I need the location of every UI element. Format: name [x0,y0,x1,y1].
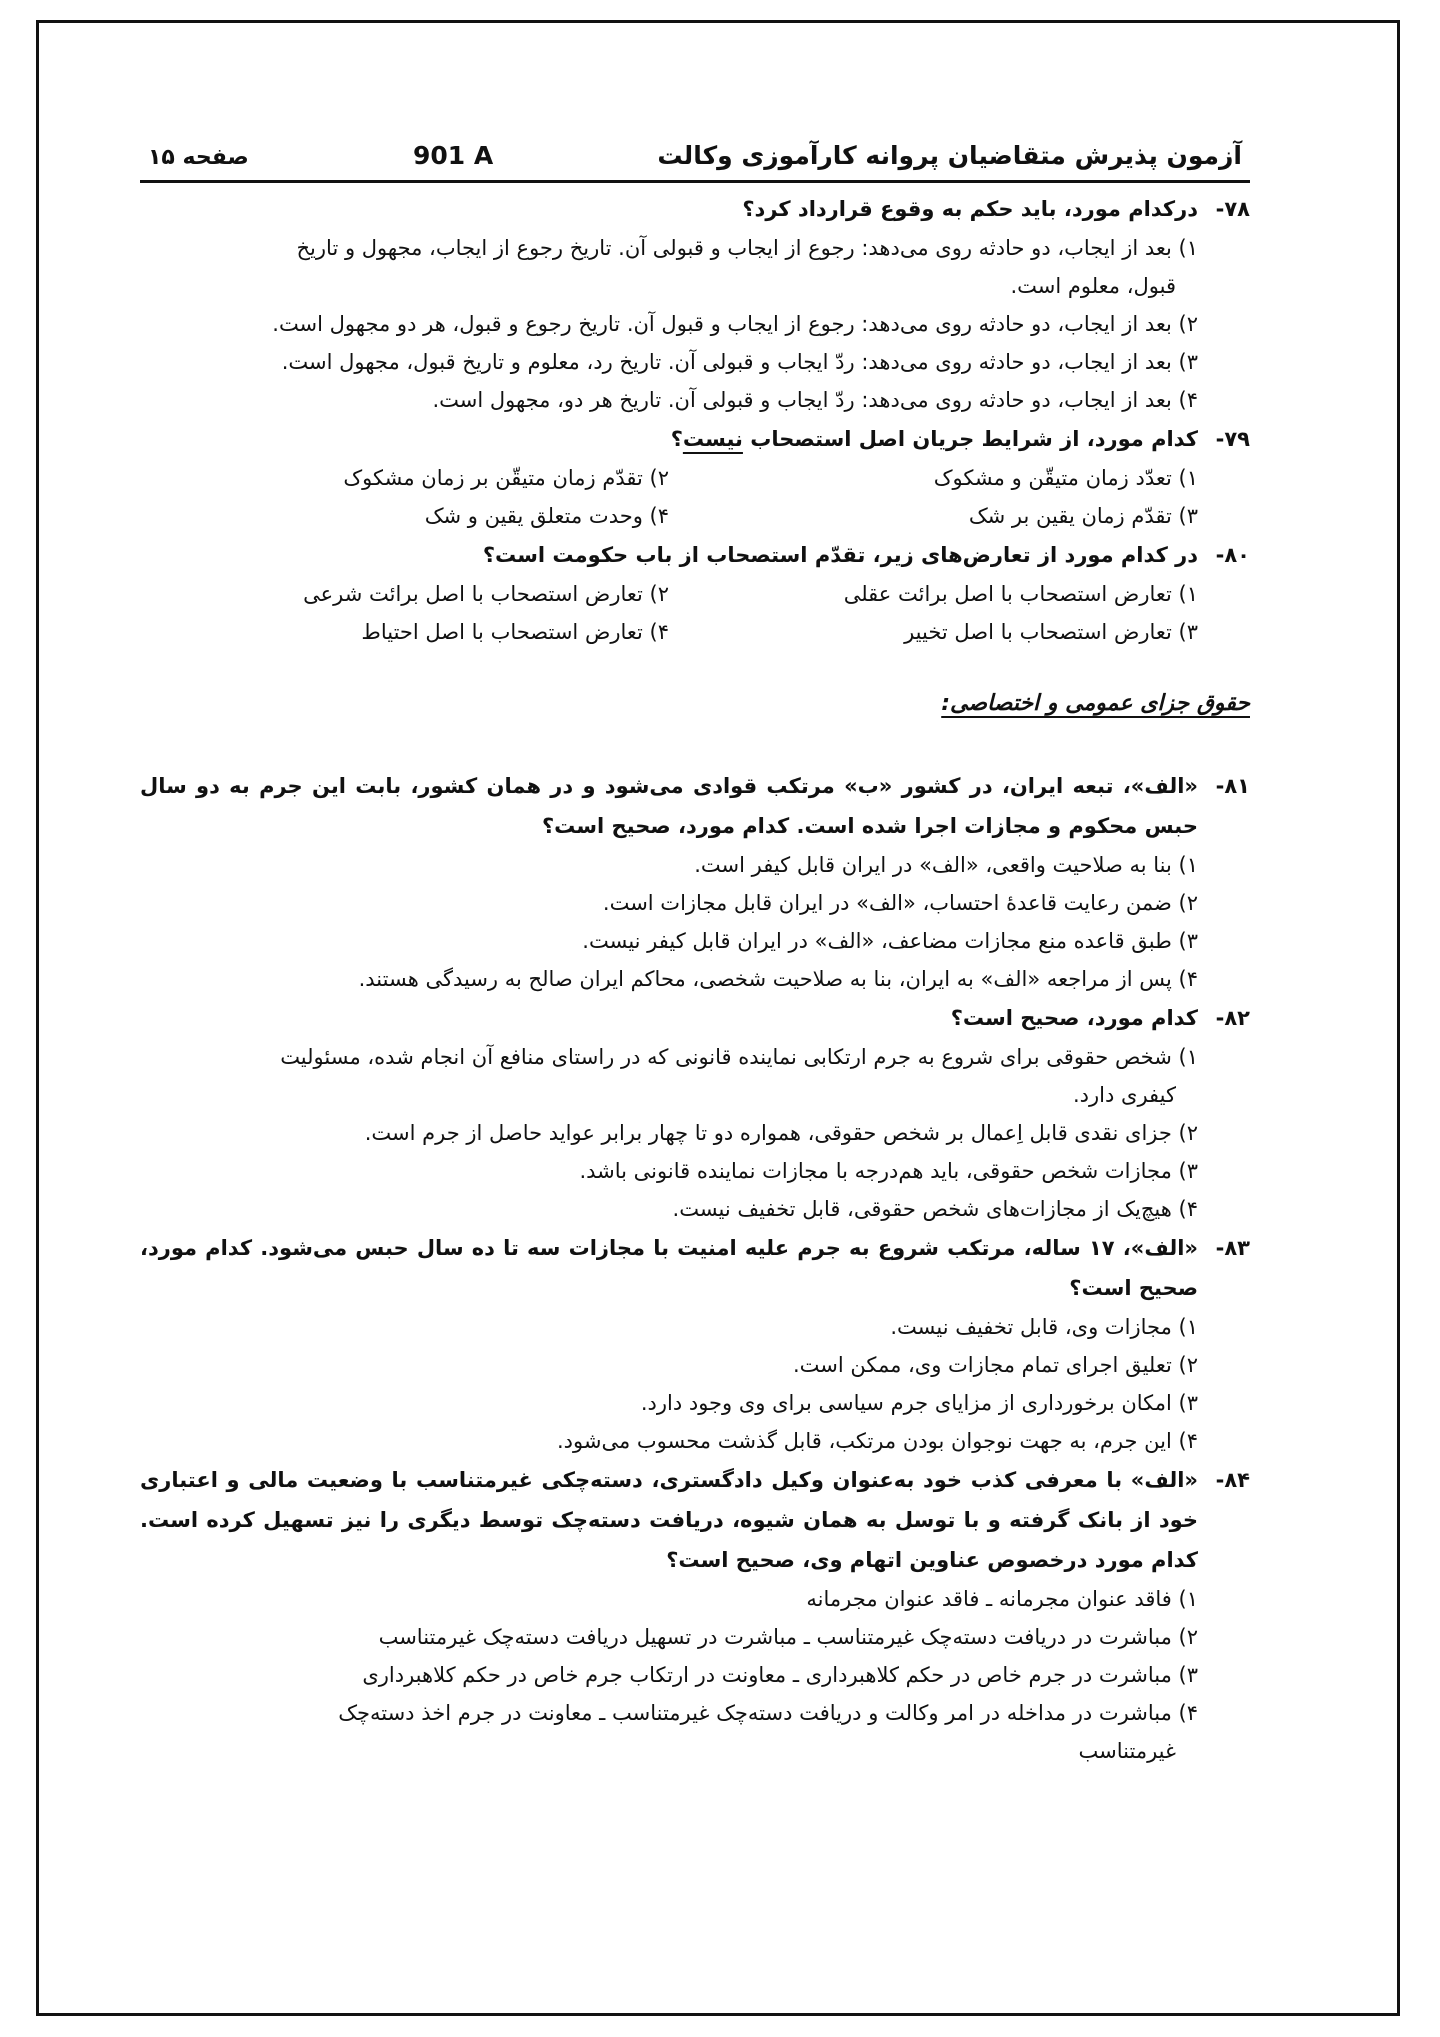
option-1[interactable]: ۱) بنا به صلاحیت واقعی، «الف» در ایران قابل کیفر است. [694,853,1198,877]
option-1[interactable]: ۱) تعدّد زمان متیقّن و مشکوک [933,466,1198,490]
page-content [140,130,1250,1770]
question-84 [140,1460,1250,1770]
option-1[interactable]: ۱) فاقد عنوان مجرمانه ـ فاقد عنوان مجرمانه [806,1587,1198,1611]
question-82 [140,998,1250,1228]
section-title: حقوق جزای عمومی و اختصاصی: [941,691,1250,716]
option-3[interactable]: ۳) بعد از ایجاب، دو حادثه روی می‌دهد: ردّ ایجاب و قبولی آن. تاریخ رد، معلوم و تاریخ قبول، مجهول است. [281,350,1198,374]
option-4[interactable]: ۴) وحدت متعلق یقین و شک [424,504,669,528]
option-4[interactable] [140,1694,1250,1770]
question-79 [140,419,1250,535]
page-header [140,130,1250,183]
exam-code: 901 A [412,141,494,170]
option-2[interactable]: ۲) جزای نقدی قابل اِعمال بر شخص حقوقی، همواره دو تا چهار برابر عواید حاصل از جرم است. [364,1121,1198,1145]
option-4[interactable]: ۴) بعد از ایجاب، دو حادثه روی می‌دهد: ردّ ایجاب و قبولی آن. تاریخ هر دو، مجهول است. [432,388,1198,412]
option-1[interactable]: ۱) تعارض استصحاب با اصل برائت عقلی [843,582,1198,606]
exam-title: آزمون پذیرش متقاضیان پروانه کارآموزی وکالت [657,141,1242,170]
question-number: ۸۳- [1215,1236,1250,1260]
option-text-cont: کیفری دارد. [1072,1083,1176,1107]
option-1[interactable] [140,1038,1250,1114]
option-2[interactable]: ۲) بعد از ایجاب، دو حادثه روی می‌دهد: رجوع از ایجاب و قبول آن. تاریخ رجوع و قبول، هر دو مجهول است. [272,312,1198,336]
option-2[interactable]: ۲) تعلیق اجرای تمام مجازات وی، ممکن است. [792,1353,1198,1377]
question-81 [140,766,1250,998]
option-3[interactable]: ۳) مجازات شخص حقوقی، باید هم‌درجه با مجازات نماینده قانونی باشد. [579,1159,1198,1183]
option-1[interactable] [140,229,1250,305]
question-text: «الف»، ۱۷ ساله، مرتکب شروع به جرم علیه امنیت با مجازات سه تا ده سال حبس می‌شود. کدام مورد، صحیح است؟ [140,1236,1198,1300]
question-83 [140,1228,1250,1460]
option-3[interactable]: ۳) طبق قاعده منع مجازات مضاعف، «الف» در ایران قابل کیفر نیست. [582,929,1198,953]
option-text-cont: غیرمتناسب [1078,1739,1176,1763]
option-2[interactable]: ۲) تقدّم زمان متیقّن بر زمان مشکوک [343,466,669,490]
option-4[interactable]: ۴) این جرم، به جهت نوجوان بودن مرتکب، قابل گذشت محسوب می‌شود. [556,1429,1198,1453]
option-text: ۱) بعد از ایجاب، دو حادثه روی می‌دهد: رجوع از ایجاب و قبولی آن. تاریخ رجوع از ایجاب، مجهول و تاریخ [296,236,1198,260]
question-text: «الف»، تبعه ایران، در کشور «ب» مرتکب قوادی می‌شود و در همان کشور، بابت این جرم به دو سال حبس محکوم و مجازات اجرا شده است. کدام مورد، صحیح است؟ [140,774,1198,838]
question-text: کدام مورد، صحیح است؟ [950,1006,1198,1030]
question-number: ۷۹- [1215,427,1250,451]
page-number: صفحه ۱۵ [148,145,249,170]
option-text: ۴) مباشرت در مداخله در امر وکالت و دریافت دسته‌چک غیرمتناسب ـ معاونت در جرم اخذ دسته‌چک [338,1701,1198,1725]
question-text: در کدام مورد از تعارض‌های زیر، تقدّم استصحاب از باب حکومت است؟ [482,543,1198,567]
question-78 [140,189,1250,419]
option-text: ۱) شخص حقوقی برای شروع به جرم ارتکابی نماینده قانونی که در راستای منافع آن انجام شده، مسئولیت [280,1045,1198,1069]
option-4[interactable]: ۴) تعارض استصحاب با اصل احتیاط [361,620,669,644]
question-text: کدام مورد، از شرایط جریان اصل استصحاب نیست؟ [670,427,1198,451]
question-text: «الف» با معرفی کذب خود به‌عنوان وکیل دادگستری، دسته‌چکی غیرمتناسب با وضعیت مالی و اعتباری خود از بانک گرفته و با توسل به همان شیوه، دریافت دسته‌چک توسط دیگری را نیز تسهیل کرده است. کدام مورد درخصوص عناوین اتهام وی، صحیح است؟ [140,1468,1198,1572]
option-text-cont: قبول، معلوم است. [1010,274,1176,298]
question-number: ۸۲- [1215,1006,1250,1030]
question-number: ۸۱- [1215,774,1250,798]
question-text: درکدام مورد، باید حکم به وقوع قرارداد کرد؟ [742,197,1198,221]
option-4[interactable]: ۴) پس از مراجعه «الف» به ایران، بنا به صلاحیت شخصی، محاکم ایران صالح به رسیدگی هستند. [358,967,1198,991]
question-80 [140,535,1250,651]
question-number: ۷۸- [1215,197,1250,221]
option-2[interactable]: ۲) ضمن رعایت قاعدهٔ احتساب، «الف» در ایران قابل مجازات است. [602,891,1198,915]
underlined-word: نیست [682,427,743,451]
question-number: ۸۴- [1215,1468,1250,1492]
option-3[interactable]: ۳) مباشرت در جرم خاص در حکم کلاهبرداری ـ معاونت در ارتکاب جرم خاص در حکم کلاهبرداری [362,1663,1198,1687]
option-2[interactable]: ۲) تعارض استصحاب با اصل برائت شرعی [303,582,669,606]
question-number: ۸۰- [1215,543,1250,567]
option-1[interactable]: ۱) مجازات وی، قابل تخفیف نیست. [890,1315,1198,1339]
option-4[interactable]: ۴) هیچ‌یک از مجازات‌های شخص حقوقی، قابل تخفیف نیست. [672,1197,1198,1221]
option-2[interactable]: ۲) مباشرت در دریافت دسته‌چک غیرمتناسب ـ مباشرت در تسهیل دریافت دسته‌چک غیرمتناسب [378,1625,1198,1649]
option-3[interactable]: ۳) امکان برخورداری از مزایای جرم سیاسی برای وی وجود دارد. [640,1391,1198,1415]
option-3[interactable]: ۳) تعارض استصحاب با اصل تخییر [904,620,1198,644]
option-3[interactable]: ۳) تقدّم زمان یقین بر شک [968,504,1198,528]
